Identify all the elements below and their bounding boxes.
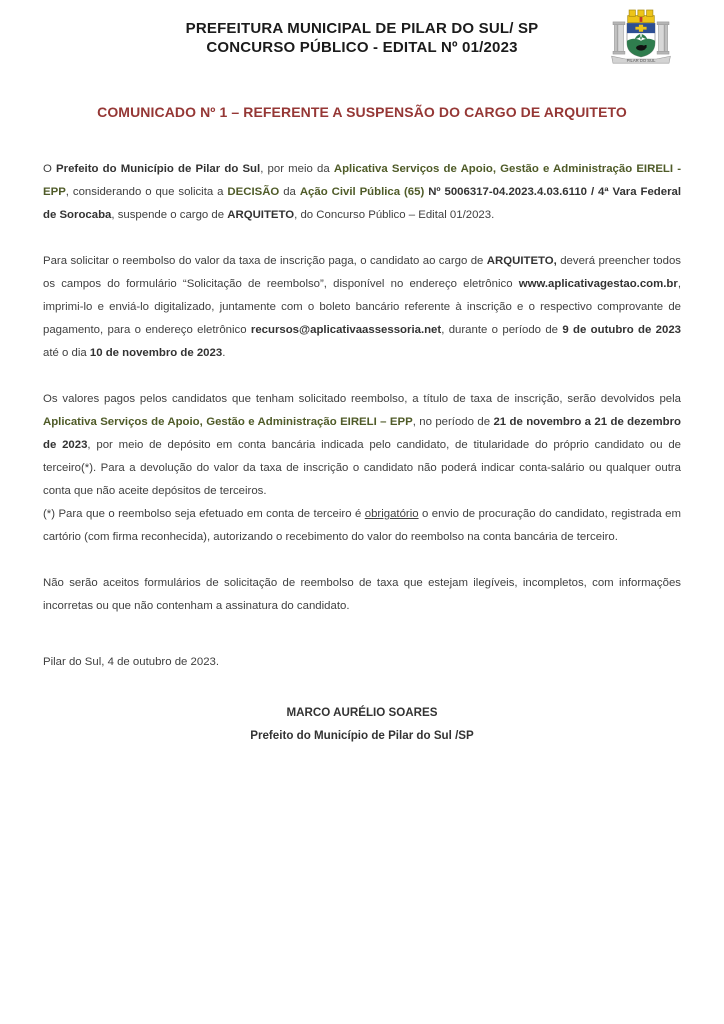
refund-period: 21 de novembro a 21 de dezembro de 2023 — [43, 416, 681, 451]
case-number: Nº 5006317-04.2023.4.03.6110 / 4ª Vara Federal de Sorocaba — [43, 186, 682, 221]
paragraph-refund-payment — [43, 388, 681, 503]
logo-crown — [628, 10, 655, 23]
company-name: Aplicativa Serviços de Apoio, Gestão e Administração EIRELI – EPP — [43, 416, 413, 428]
logo-ribbon-text: PILAR DO SUL — [626, 57, 656, 63]
date-line: Pilar do Sul, 4 de outubro de 2023. — [43, 656, 220, 668]
text-segment: deverá preencher todos os campos do formulário “Solicitação de reembolso”, disponível no endereço eletrônico — [43, 255, 681, 290]
municipal-coat-of-arms — [606, 7, 676, 69]
document-body — [43, 158, 681, 747]
text-segment: Não serão aceitos formulários de solicitação de reembolso de taxa que estejam ilegíveis, incompletos, com informações incorretas ou que não contenham a assinatura do candidato. — [43, 577, 681, 612]
position-architect: ARQUITETO, — [486, 255, 557, 267]
coat-of-arms-icon — [606, 7, 676, 69]
paragraph-third-party-note — [43, 503, 681, 549]
text-segment: , suspende o cargo de — [111, 209, 228, 221]
start-date: 9 de outubro de 2023 — [562, 324, 681, 336]
text-segment: , durante o período de — [441, 324, 563, 336]
text-segment: , imprimi-lo e enviá-lo digitalizado, juntamente com o boleto bancário referente à inscrição e o respectivo comprovante de pagamento, para o endereço eletrônico — [43, 278, 681, 336]
text-segment: o envio de procuração do candidato, registrada em cartório (com firma reconhecida), autorizando o recebimento do valor do reembolso na conta bancária de terceiro. — [43, 508, 681, 543]
text-segment: , do Concurso Público – Edital 01/2023. — [294, 209, 495, 221]
website-url: www.aplicativagestao.com.br — [518, 278, 678, 290]
text-segment: , por meio de depósito em conta bancária indicada pelo candidato, de titularidade do próprio candidato ou de terceiro(*). Para a devolução do valor da taxa de inscrição o candidato não poderá indicar conta-salário ou qualquer outra conta que não aceite depósitos de terceiros. — [43, 439, 681, 497]
text-segment: O — [43, 163, 57, 175]
text-segment: , no período de — [412, 416, 494, 428]
text-segment: Para solicitar o reembolso do valor da taxa de inscrição paga, o candidato ao cargo de — [43, 255, 487, 267]
text-segment: , considerando o que solicita a — [65, 186, 228, 198]
signatory-title: Prefeito do Município de Pilar do Sul /SP — [250, 729, 474, 742]
text-segment: , por meio da — [260, 163, 334, 175]
signatory-name: MARCO AURÉLIO SOARES — [286, 706, 438, 719]
company-name: Aplicativa Serviços de Apoio, Gestão e Administração EIRELI - EPP — [43, 163, 682, 198]
bold-mayor-of-pilar-do-sul: Prefeito do Município de Pilar do Sul — [56, 163, 261, 175]
end-date: 10 de novembro de 2023 — [89, 347, 223, 359]
document-header — [0, 0, 724, 63]
text-segment: Os valores pagos pelos candidatos que tenham solicitado reembolso, a título de taxa de inscrição, serão devolvidos pela — [43, 393, 681, 405]
email-address: recursos@aplicativaassessoria.net — [250, 324, 442, 336]
text-segment: até o dia — [43, 347, 90, 359]
header-title-line2: CONCURSO PÚBLICO - EDITAL Nº 01/2023 — [206, 39, 518, 56]
logo-ribbon — [612, 56, 671, 63]
paragraph-refund-request — [43, 250, 681, 365]
logo-shield — [627, 23, 655, 57]
text-segment: . — [222, 347, 226, 359]
communication-title: COMUNICADO Nº 1 – REFERENTE A SUSPENSÃO DO CARGO DE ARQUITETO — [97, 104, 627, 120]
paragraph-rejection-criteria — [43, 572, 681, 618]
paragraph-decision — [43, 158, 681, 227]
text-segment: da — [279, 186, 300, 198]
decision-keyword: DECISÃO — [227, 186, 280, 198]
signature-block — [43, 701, 681, 747]
text-segment: (*) Para que o reembolso seja efetuado em conta de terceiro é — [43, 508, 365, 520]
logo-bull — [636, 45, 646, 51]
civil-action-reference: Ação Civil Pública (65) — [299, 186, 425, 198]
underlined-mandatory: obrigatório — [364, 508, 419, 520]
position-architect: ARQUITETO — [227, 209, 295, 221]
header-title-line1: PREFEITURA MUNICIPAL DE PILAR DO SUL/ SP — [185, 20, 539, 37]
